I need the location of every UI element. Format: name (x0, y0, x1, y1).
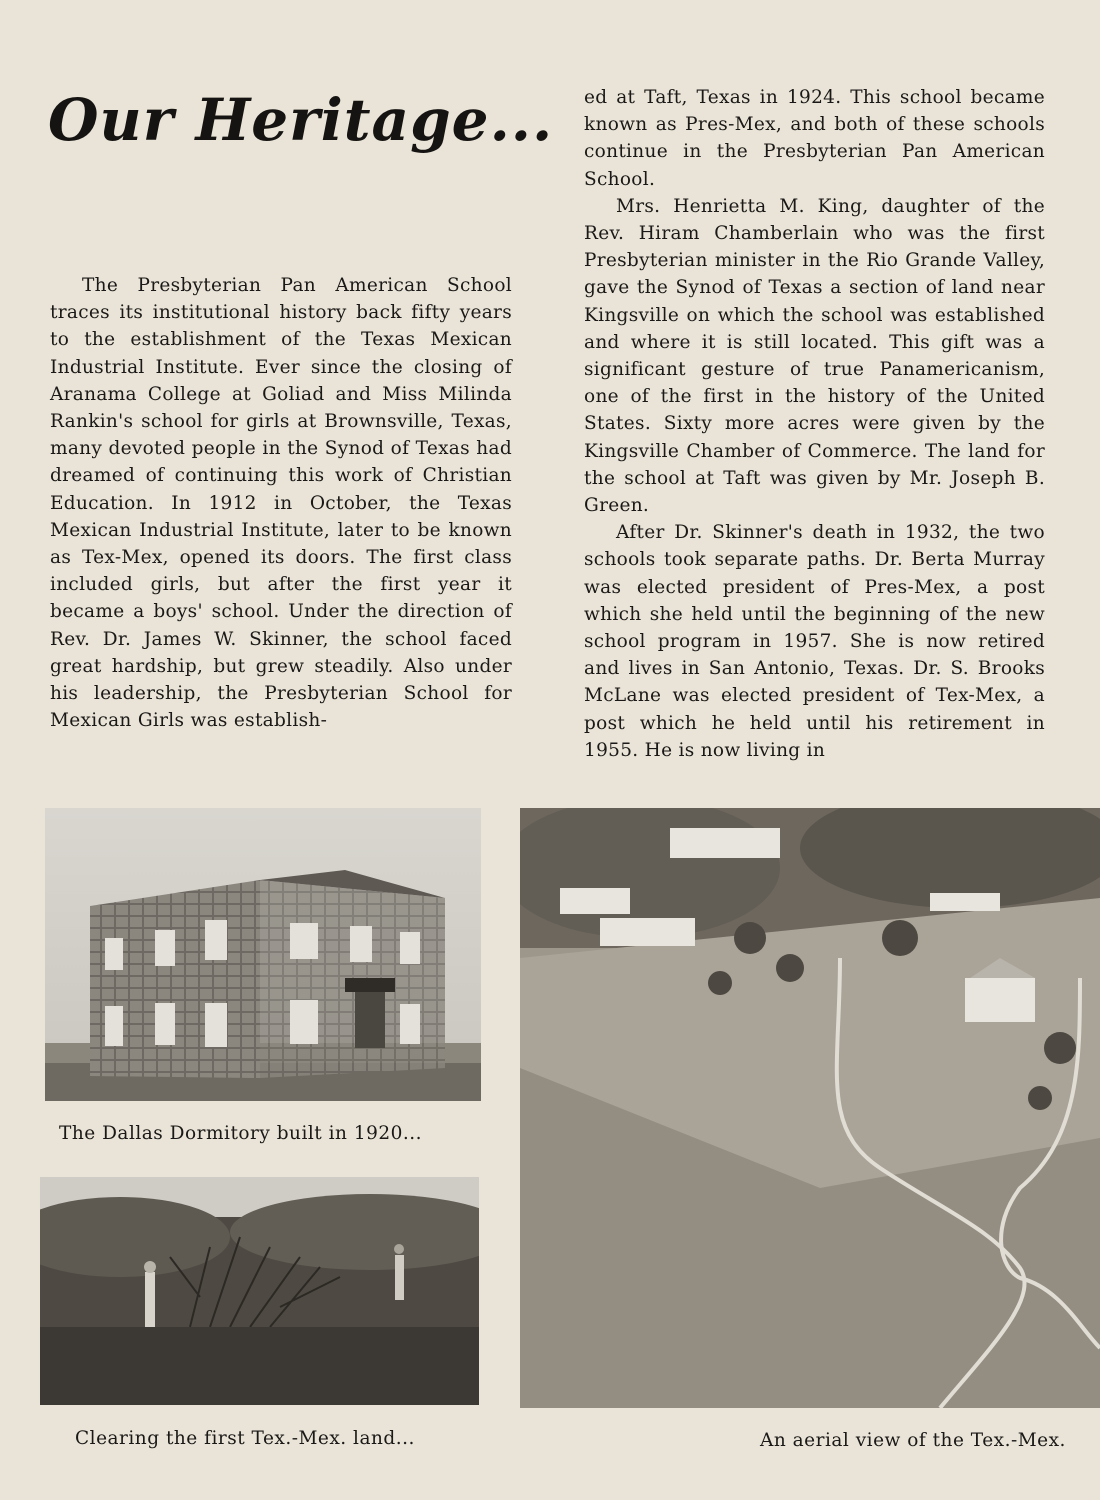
paragraph: After Dr. Skinner's death in 1932, the two schools took separate paths. Dr. Berta Murray was elected president of Pres-Mex, a post which she held until the beginning of the new school program in 1957. She is now retired and lives in San Antonio, Texas. Dr. S. Brooks McLane was elected president of Tex-Mex, a post which he held until his retirement in 1955. He is now living in (584, 522, 1045, 761)
dormitory-caption: The Dallas Dormitory built in 1920... (59, 1123, 423, 1144)
left-text-column (50, 272, 512, 734)
page-title: Our Heritage... (48, 86, 554, 154)
paragraph: ed at Taft, Texas in 1924. This school became known as Pres-Mex, and both of these schools continue in the Presbyterian Pan American School. (584, 87, 1045, 190)
paragraph: The Presbyterian Pan American School traces its institutional history back fifty years to the establishment of the Texas Mexican Industrial Institute. Ever since the closing of Aranama College at Goliad and Miss Milinda Rankin's school for girls at Brownsville, Texas, many devoted people in the Synod of Texas had dreamed of continuing this work of Christian Education. In 1912 in October, the Texas Mexican Industrial Institute, later to be known as Tex-Mex, opened its doors. The first class included girls, but after the first year it became a boys' school. Under the direction of Rev. Dr. James W. Skinner, the school faced great hardship, but grew steadily. Also under his leadership, the Presbyterian School for Mexican Girls was establish- (50, 275, 512, 732)
clearing-photo (40, 1177, 479, 1405)
paragraph: Mrs. Henrietta M. King, daughter of the Rev. Hiram Chamberlain who was the first Presbyterian minister in the Rio Grande Valley, gave the Synod of Texas a section of land near Kingsville on which the school was established and where it is still located. This gift was a significant gesture of true Panamericanism, one of the first in the history of the United States. Sixty more acres were given by the Kingsville Chamber of Commerce. The land for the school at Taft was given by Mr. Joseph B. Green. (584, 195, 1045, 517)
aerial-caption: An aerial view of the Tex.-Mex. (760, 1430, 1066, 1451)
aerial-photo (520, 808, 1100, 1408)
right-text-column (584, 84, 1045, 764)
clearing-caption: Clearing the first Tex.-Mex. land... (75, 1428, 415, 1449)
dormitory-photo (45, 808, 481, 1101)
